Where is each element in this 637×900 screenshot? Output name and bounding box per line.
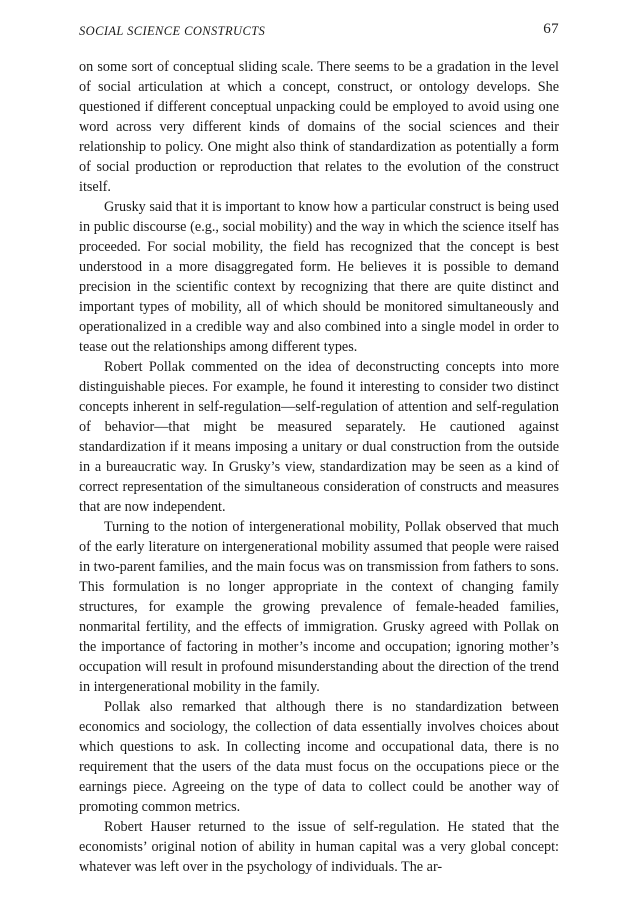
running-header bbox=[79, 20, 559, 44]
body-text bbox=[79, 57, 559, 877]
paragraph-grusky: Grusky said that it is important to know how a particular construct is being used in public discourse (e.g., social mobility) and the way in which the science itself has proceeded. For social mobility, the field has recognized that the concept is best understood in a more disaggregated form. He believes it is possible to demand precision in the scientific context by recognizing that there are quite distinct and important types of mobility, all of which should be monitored simultaneously and operationalized in a credible way and also combined into a single model in order to tease out the relationships among different types. bbox=[79, 199, 559, 355]
paragraph-hauser: Robert Hauser returned to the issue of self-regulation. He stated that the economists’ original notion of ability in human capital was a very global concept: whatever was left over in the psychology of individuals. The ar- bbox=[79, 819, 559, 875]
running-title: SOCIAL SCIENCE CONSTRUCTS bbox=[79, 24, 266, 38]
paragraph-pollak-deconstructing: Robert Pollak commented on the idea of deconstructing concepts into more distinguishable pieces. For example, he found it interesting to consider two distinct concepts inherent in self-regulation—self-regulation of attention and self-regulation of behavior—that might be measured separately. He cautioned against standardization if it means imposing a unitary or dual construction from the outside in a bureaucratic way. In Grusky’s view, standardization may be seen as a kind of correct representation of the simultaneous consideration of constructs and measures that are now independent. bbox=[79, 359, 559, 515]
paragraph-continuation: on some sort of conceptual sliding scale. There seems to be a gradation in the level of social articulation at which a concept, construct, or ontology develops. She questioned if different conceptual unpacking could be employed to avoid using one word across very different kinds of domains of the social sciences and their relationship to policy. One might also think of standardization as potentially a form of social production or reproduction that relates to the evolution of the construct itself. bbox=[79, 59, 559, 195]
paragraph-pollak-standardization: Pollak also remarked that although there is no standardization between economics and sociology, the collection of data essentially involves choices about which questions to ask. In collecting income and occupational data, there is no requirement that the users of the data must focus on the occupations piece or the earnings piece. Agreeing on the type of data to collect could be another way of promoting common metrics. bbox=[79, 699, 559, 815]
paragraph-intergenerational-mobility: Turning to the notion of intergenerational mobility, Pollak observed that much of the early literature on intergenerational mobility assumed that people were raised in two-parent families, and the main focus was on transmission from fathers to sons. This formulation is no longer appropriate in the context of changing family structures, for example the growing prevalence of female-headed families, nonmarital fertility, and the effects of immigration. Grusky agreed with Pollak on the importance of factoring in mother’s income and occupation; ignoring mother’s occupation will result in profound misunderstanding about the direction of the trend in intergenerational mobility in the family. bbox=[79, 519, 559, 695]
book-page bbox=[79, 20, 559, 877]
page-number: 67 bbox=[543, 21, 559, 37]
